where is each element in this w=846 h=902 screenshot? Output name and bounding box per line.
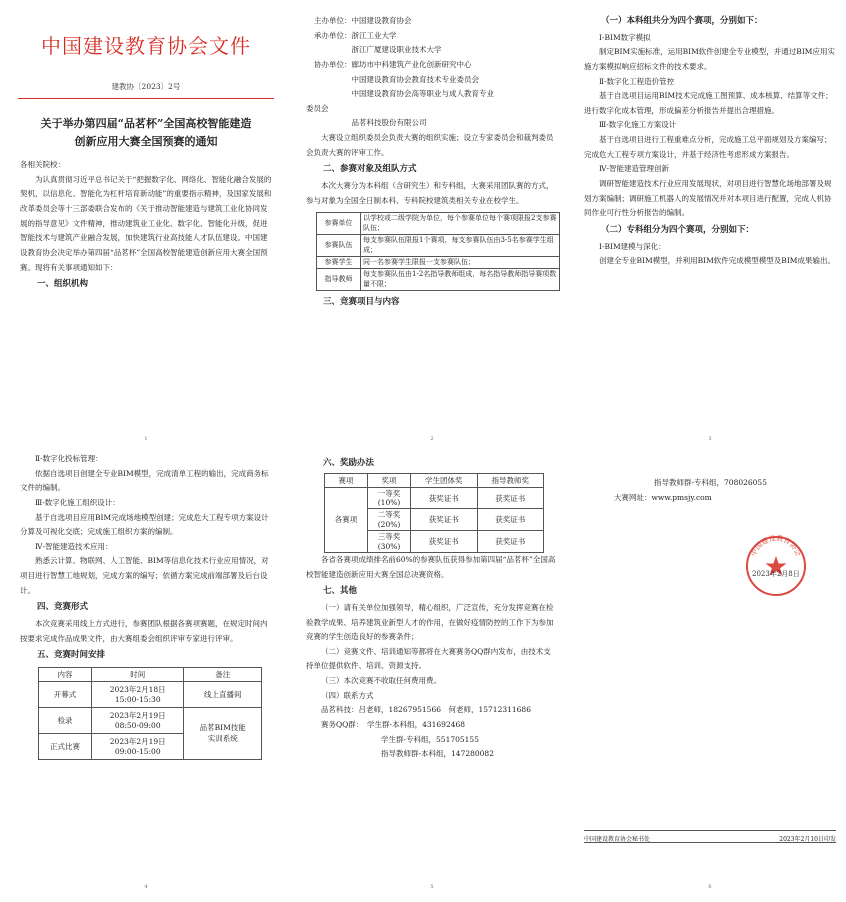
table-row bbox=[325, 487, 544, 509]
page-number: 5 bbox=[430, 884, 434, 890]
item-title: Ⅰ-BIM数字模拟 bbox=[599, 32, 651, 42]
organizing-note: 大赛设立组织委员会负责大赛的组织实施；设立专家委员会和裁判委员会负责大赛的评审工作。 bbox=[306, 133, 554, 157]
table-cell: 获奖证书 bbox=[411, 531, 477, 553]
table-cell bbox=[92, 733, 184, 759]
item-desc: 基于自选项目运用BIM技术完成施工图预算、成本核算、结算等文件；进行数字化成本管理，形成偏差分析报告并提出合理措施。 bbox=[584, 91, 833, 115]
other-item: （一）请有关单位加强领导，精心组织，广泛宣传，充分发挥竞赛在检验教学成果、培养建筑业新型人才的作用，在做好疫情防控的工作下为参加竞赛的学生创造良好的参赛条件； bbox=[306, 602, 554, 642]
contact-line: 指导教师群-本科组，147280082 bbox=[381, 749, 494, 759]
table-cell bbox=[368, 509, 411, 531]
other-item: （三）本次竞赛不收取任何费用费。 bbox=[321, 676, 441, 685]
table-cell: 获奖证书 bbox=[477, 531, 544, 553]
table-cell bbox=[92, 681, 184, 707]
table-cell: 每支参赛队伍限报1个赛项，每支参赛队伍由3-5名参赛学生组成； bbox=[361, 235, 560, 257]
page-number: 6 bbox=[708, 884, 712, 890]
org-line: 委员会 bbox=[306, 103, 329, 113]
table-header: 内容 bbox=[39, 667, 92, 681]
section-4-body: 本次竞赛采用线上方式进行，参赛团队根据各赛项赛题，在规定时间内按要求完成作品成果文件，由大赛组委会组织评审专家进行评审。 bbox=[20, 618, 268, 643]
red-divider bbox=[18, 98, 274, 99]
org-line: 品茗科技股份有限公司 bbox=[314, 118, 427, 128]
contact-line: 品茗科技：吕老师，18267951566 何老师，15712311686 bbox=[321, 705, 531, 715]
table-header: 学生团体奖 bbox=[411, 473, 477, 487]
item-title: Ⅲ-数字化施工组织设计： bbox=[35, 497, 120, 507]
item-title: Ⅰ-BIM建模与深化： bbox=[599, 241, 666, 251]
schedule-table bbox=[38, 667, 262, 760]
table-cell: 获奖证书 bbox=[477, 487, 544, 509]
table-row bbox=[39, 707, 262, 733]
item-title: Ⅱ-数字化投标管理： bbox=[35, 454, 103, 463]
award-ratio: (30%) bbox=[377, 541, 401, 551]
table-cell: 参赛队伍 bbox=[317, 235, 361, 257]
table-header-row bbox=[325, 473, 544, 487]
participant-table bbox=[316, 212, 560, 291]
award-name: 二等奖 bbox=[377, 510, 401, 520]
date-text: 2023年2月18日 bbox=[109, 685, 166, 695]
section-heading-3: 三、竞赛项目与内容 bbox=[323, 297, 400, 308]
contact-line: 学生群-专科组，551705155 bbox=[381, 734, 479, 744]
table-header: 指导教师奖 bbox=[477, 473, 544, 487]
remark-text: 实训系统 bbox=[207, 734, 238, 744]
item-desc: 熟悉云计算、物联网、人工智能、BIM等信息化技术行业应用情况，对项目进行智慧工地规划，完成方案的编写；依循方案完成前端部署及后台设计。 bbox=[20, 556, 269, 595]
table-row bbox=[317, 235, 560, 257]
item-title: Ⅳ-智能建造管理创新 bbox=[599, 164, 670, 174]
table-cell bbox=[368, 487, 411, 509]
org-line: 浙江广厦建设职业技术大学 bbox=[314, 45, 442, 55]
table-cell: 同一名参赛学生限报一支参赛队伍； bbox=[361, 256, 560, 268]
page-number: 2 bbox=[430, 436, 434, 442]
other-item: （四）联系方式 bbox=[321, 690, 374, 700]
section-heading-1: 一、组织机构 bbox=[37, 279, 89, 290]
page-number: 1 bbox=[144, 436, 148, 442]
table-cell: 以学校或二级学院为单位，每个参赛单位每个赛项限报2支参赛队伍； bbox=[361, 213, 560, 235]
website-line: 大赛网址：www.pmsjy.com bbox=[614, 492, 712, 502]
table-cell: 检录 bbox=[39, 707, 92, 733]
item-title: Ⅱ-数字化工程造价管控 bbox=[599, 76, 675, 86]
table-cell: 每支参赛队伍由1-2名指导教师组成，每名指导教师指导赛项数量不限； bbox=[361, 269, 560, 291]
other-item: （二）竞赛文件、培训通知等都将在大赛赛务QQ群内发布，由技术支持单位提供软件、培训、资源支持。 bbox=[306, 646, 551, 671]
footer-issuer: 中国建设教育协会秘书处 bbox=[584, 836, 651, 843]
table-header: 备注 bbox=[184, 667, 262, 681]
awards-note: 各省各赛项成绩排名前60%的参赛队伍获得参加第四届“品茗杯”全国高校智能建造创新应用大赛全国总决赛资格。 bbox=[306, 554, 556, 579]
page-4 bbox=[10, 452, 282, 896]
salutation: 各相关院校： bbox=[20, 160, 65, 170]
table-cell: 指导教师 bbox=[317, 269, 361, 291]
page-1 bbox=[10, 4, 282, 448]
table-cell: 参赛学生 bbox=[317, 256, 361, 268]
org-line: 协办单位：廊坊市中科建筑产业化创新研究中心 bbox=[314, 59, 472, 69]
table-header: 奖项 bbox=[368, 473, 411, 487]
time-text: 09:00-15:00 bbox=[114, 747, 161, 757]
item-desc: 依据自选项目创建全专业BIM模型，完成清单工程的输出，完成商务标文件的编制。 bbox=[20, 468, 269, 493]
org-line: 承办单位：浙江工业大学 bbox=[314, 30, 397, 40]
time-text: 08:50-09:00 bbox=[114, 721, 161, 731]
table-cell: 正式比赛 bbox=[39, 733, 92, 759]
table-row bbox=[317, 213, 560, 235]
section-heading-5: 五、竞赛时间安排 bbox=[37, 650, 106, 661]
page-2 bbox=[296, 4, 568, 448]
section-2-body: 本次大赛分为本科组（含研究生）和专科组，大赛采用团队赛的方式，参与对象为全国全日制本科、专科院校建筑类相关专业在校学生。 bbox=[306, 180, 554, 205]
table-cell: 获奖证书 bbox=[411, 509, 477, 531]
remark-text: 品茗BIM技能 bbox=[199, 723, 246, 733]
page-number: 4 bbox=[144, 884, 148, 890]
undergrad-heading: （一）本科组共分为四个赛项，分别如下： bbox=[601, 16, 763, 26]
award-ratio: (20%) bbox=[377, 519, 401, 529]
section-heading-4: 四、竞赛形式 bbox=[37, 602, 89, 613]
section-heading-6: 六、奖励办法 bbox=[323, 458, 375, 468]
section-heading-2: 二、参赛对象及组队方式 bbox=[323, 164, 417, 175]
notice-title bbox=[10, 115, 282, 150]
red-header-title: 中国建设教育协会文件 bbox=[41, 34, 251, 58]
item-desc: 制定BIM实施标准，运用BIM软件创建全专业模型，并通过BIM应用实施方案模拟响应招标文件的技术要求。 bbox=[584, 47, 835, 71]
item-desc: 调研智能建造技术行业应用发展现状，对项目进行智慧化场地部署及规划方案编制；调研施工机器人的发展情况并对本项目进行配置，完成人机协同作业可行性分析报告的编制。 bbox=[584, 178, 832, 218]
page-6 bbox=[574, 452, 846, 896]
title-line-2: 创新应用大赛全国预赛的通知 bbox=[74, 134, 218, 148]
table-header: 时间 bbox=[92, 667, 184, 681]
table-cell: 参赛单位 bbox=[317, 213, 361, 235]
footer-rule bbox=[584, 842, 836, 843]
org-line: 主办单位：中国建设教育协会 bbox=[314, 16, 412, 25]
date-text: 2023年2月19日 bbox=[109, 737, 166, 747]
table-cell bbox=[368, 531, 411, 553]
intro-paragraph: 为认真贯彻习近平总书记关于“把握数字化、网络化、智能化融合发展的契机，以信息化、智能化为杠杆培育新动能”的重要指示精神，及国家发展和改革委员会等十三部委联合发布的《关于推动智能建造与建筑工业化协同发展的指导意见》文件精神，推动建筑业工业化、数字化、智能化升级，促进智能技术与建筑产业融合发展，加快建筑行业高技能人才队伍建设。中国建设教育协会决定举办第四届“品茗杯”全国高校智能建造创新应用大赛全国预赛。现将有关事项通知如下： bbox=[20, 174, 272, 272]
table-row bbox=[317, 256, 560, 268]
table-cell: 线上直播间 bbox=[184, 681, 262, 707]
item-desc: 基于自选项目应用BIM完成场地模型创建；完成危大工程专项方案设计分算及可视化交底；完成施工组织方案的编制。 bbox=[20, 512, 269, 537]
date-text: 2023年2月19日 bbox=[109, 711, 166, 721]
org-line: 中国建设教育协会高等职业与成人教育专业 bbox=[314, 89, 494, 99]
seal-icon bbox=[744, 534, 808, 598]
contact-line: 赛务QQ群： 学生群-本科组，431692468 bbox=[321, 719, 466, 729]
page-number: 3 bbox=[708, 436, 712, 442]
awards-table bbox=[324, 473, 544, 553]
college-heading: （二）专科组分为四个赛项，分别如下： bbox=[601, 224, 755, 235]
table-row bbox=[317, 269, 560, 291]
seal-date: 2023年2月8日 bbox=[752, 570, 800, 578]
footer-date: 2023年2月10日印发 bbox=[779, 836, 836, 843]
table-header-row bbox=[39, 667, 262, 681]
table-header: 赛项 bbox=[325, 473, 368, 487]
section-heading-7: 七、其他 bbox=[323, 586, 358, 597]
document-number: 建教协〔2023〕2号 bbox=[111, 82, 181, 91]
page-3 bbox=[574, 4, 846, 448]
item-title: Ⅲ-数字化施工方案设计 bbox=[599, 120, 677, 130]
item-title: Ⅳ-智能建造技术应用： bbox=[35, 541, 113, 551]
official-seal bbox=[744, 534, 808, 598]
table-cell: 获奖证书 bbox=[477, 509, 544, 531]
item-desc: 创建全专业BIM模型，并利用BIM软件完成模型模型及BIM成果输出。 bbox=[599, 256, 835, 266]
contact-line: 指导教师群-专科组，708026055 bbox=[654, 478, 767, 487]
table-cell: 各赛项 bbox=[325, 487, 368, 552]
page-5 bbox=[296, 452, 568, 896]
award-ratio: (10%) bbox=[377, 498, 401, 508]
item-desc: 基于自选项目进行工程重难点分析，完成施工总平面规划及方案编写；完成危大工程专项方案设计，并基于经济性考虑形成方案报告。 bbox=[584, 135, 832, 159]
organizer-list bbox=[306, 14, 558, 131]
table-row bbox=[39, 681, 262, 707]
table-cell bbox=[184, 707, 262, 759]
award-name: 三等奖 bbox=[377, 532, 401, 542]
award-name: 一等奖 bbox=[377, 488, 401, 498]
table-cell: 获奖证书 bbox=[411, 487, 477, 509]
time-text: 15:00-15:30 bbox=[114, 695, 161, 705]
seal-text: 中国建设教育协会 bbox=[749, 534, 803, 558]
table-cell: 开幕式 bbox=[39, 681, 92, 707]
org-line: 中国建设教育协会教育技术专业委员会 bbox=[314, 74, 479, 84]
title-line-1: 关于举办第四届“品茗杯”全国高校智能建造 bbox=[40, 117, 252, 130]
table-cell bbox=[92, 707, 184, 733]
